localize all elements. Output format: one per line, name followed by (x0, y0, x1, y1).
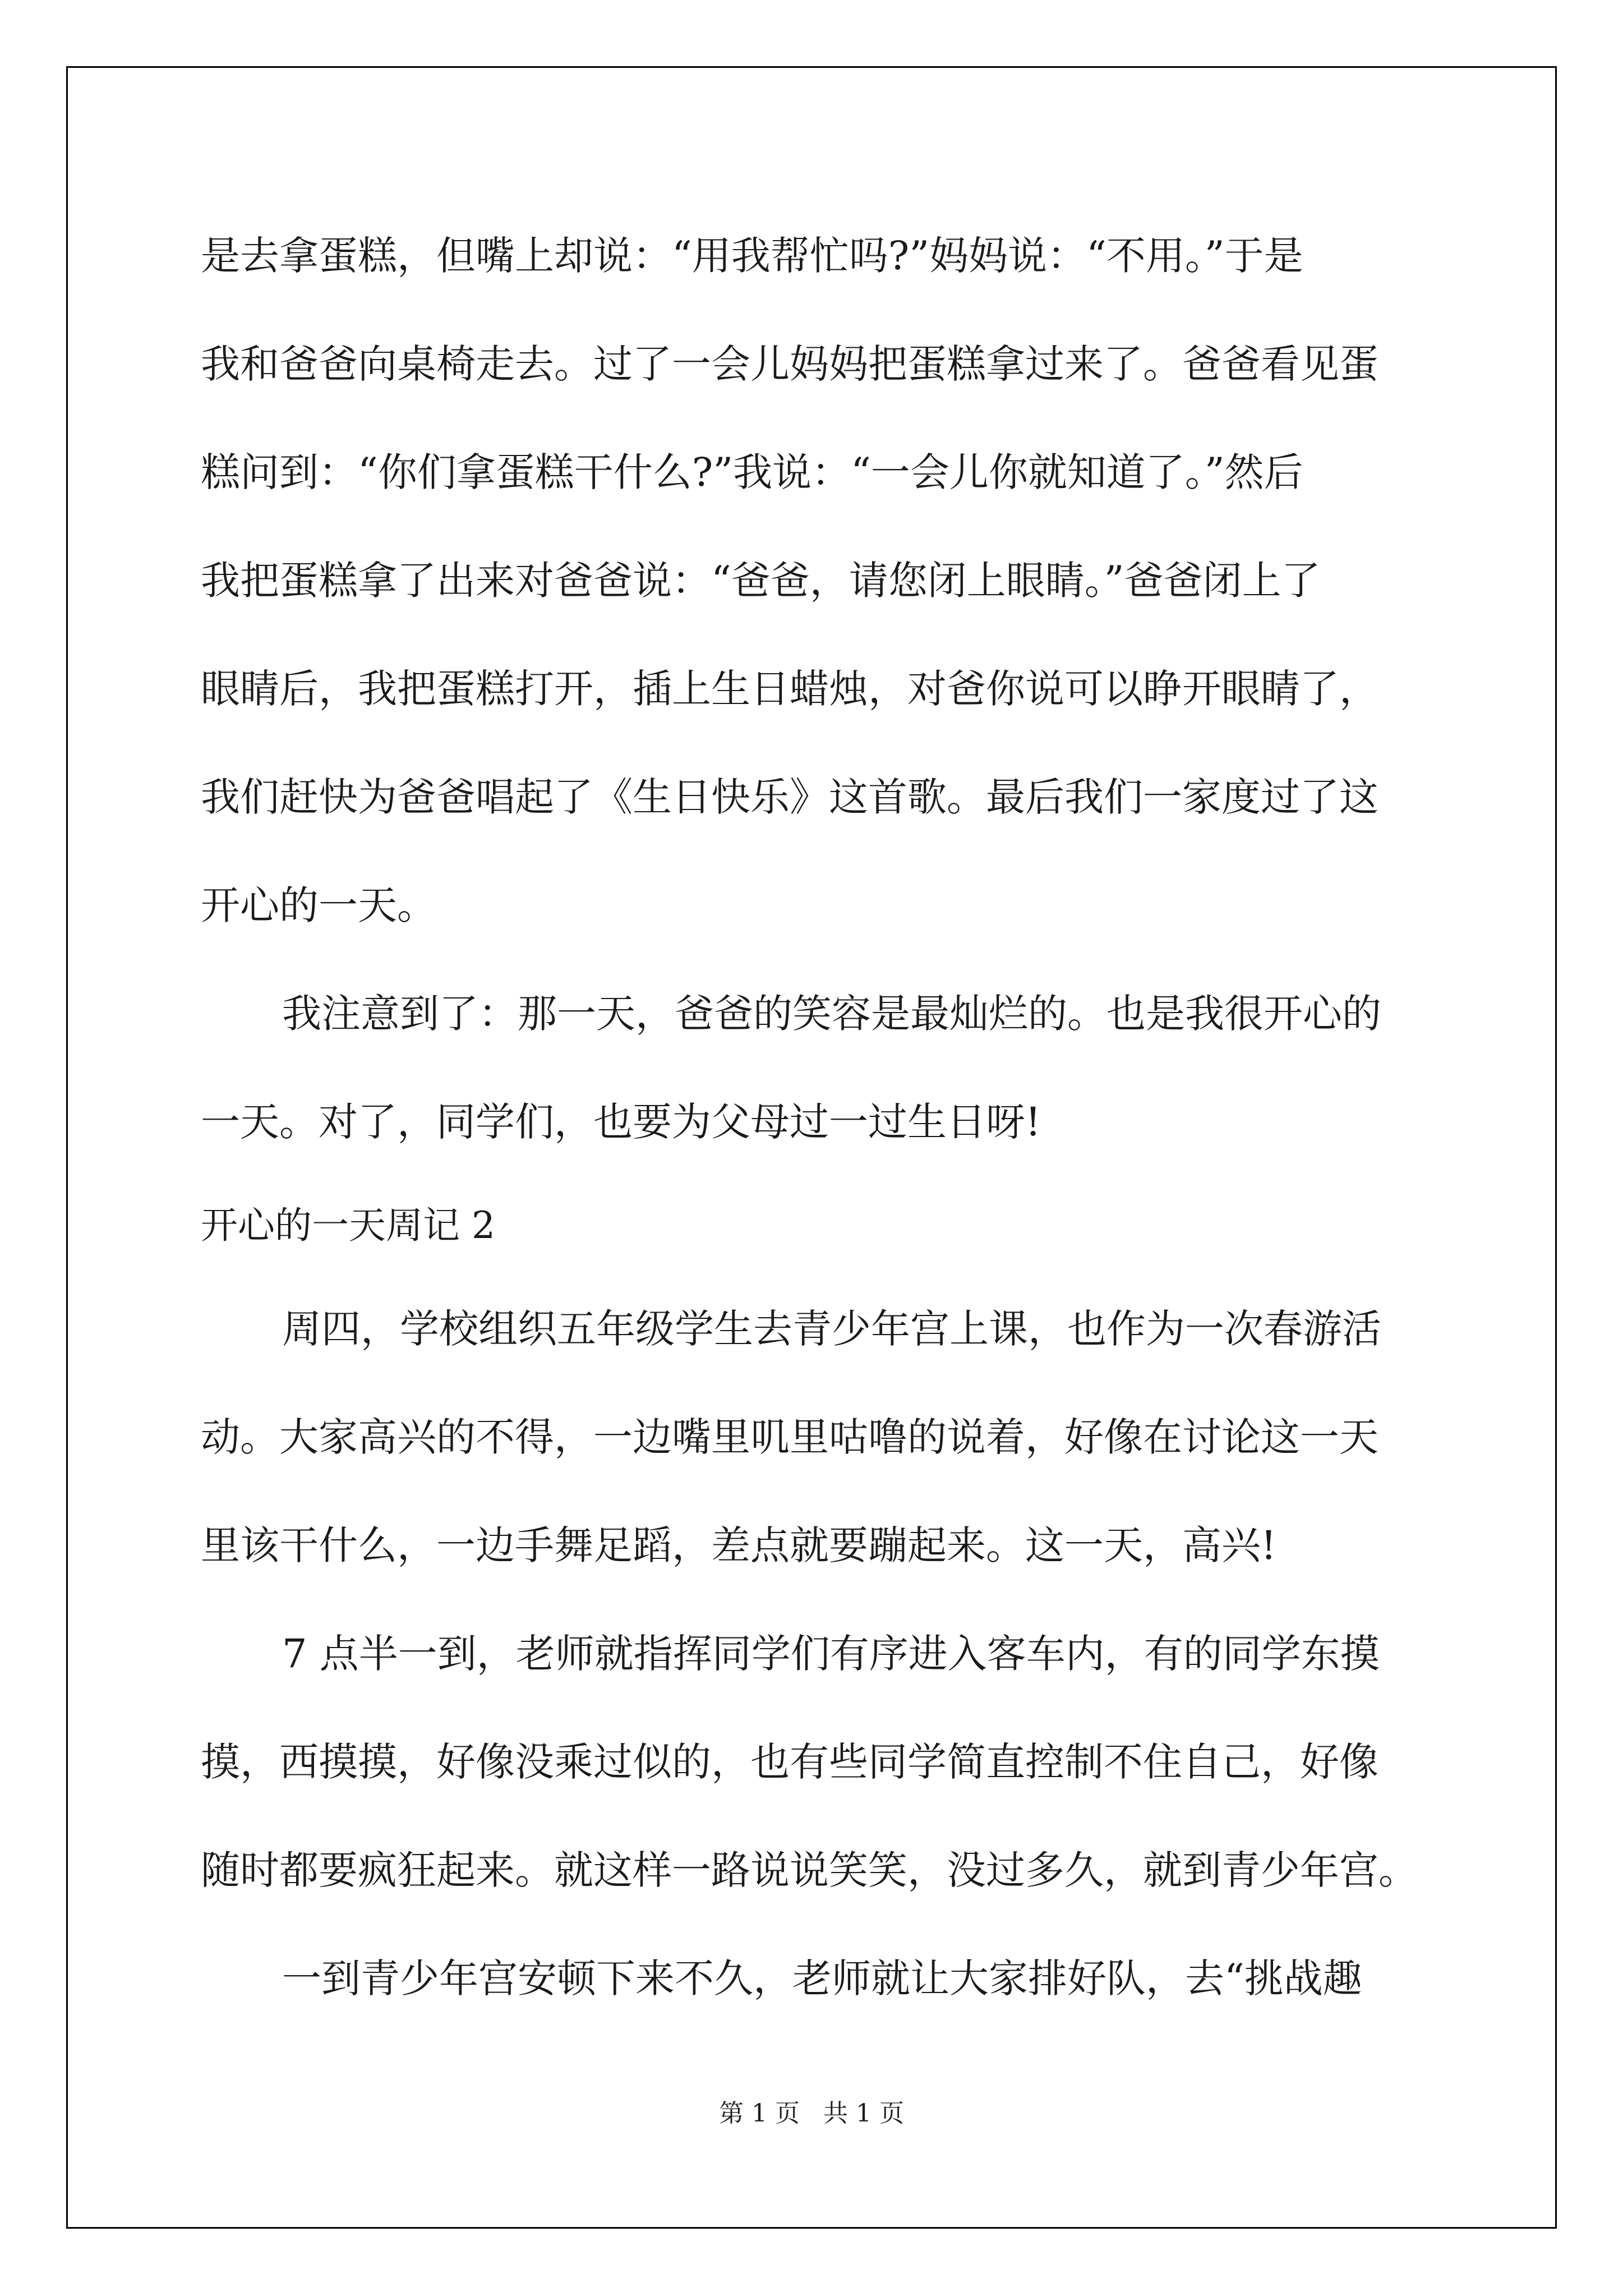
text-line: 一到青少年宫安顿下来不久，老师就让大家排好队，去“挑战趣 (282, 1955, 1362, 2001)
document-body (201, 202, 1435, 2033)
text-line: 糕问到：“你们拿蛋糕干什么?”我说：“一会儿你就知道了。”然后 (201, 449, 1303, 495)
text-line: 开心的一天。 (201, 882, 436, 928)
text-line: 我们赶快为爸爸唱起了《生日快乐》这首歌。最后我们一家度过了这 (201, 774, 1378, 820)
section-heading: 开心的一天周记 2 (201, 1204, 495, 1247)
paragraph (201, 1925, 1435, 2033)
text-line: 眼睛后，我把蛋糕打开，插上生日蜡烛，对爸你说可以睁开眼睛了， (201, 666, 1378, 712)
text-line: 我注意到了：那一天，爸爸的笑容是最灿烂的。也是我很开心的 (282, 991, 1381, 1037)
text-line: 里该干什么，一边手舞足蹈，差点就要蹦起来。这一天，高兴! (201, 1522, 1277, 1568)
page-total: 共 1 页 (823, 2099, 904, 2128)
paragraph (201, 1600, 1435, 1925)
paragraph (201, 1275, 1435, 1600)
text-line: 周四，学校组织五年级学生去青少年宫上课，也作为一次春游活 (282, 1306, 1381, 1352)
text-line: 动。大家高兴的不得，一边嘴里叽里咕噜的说着，好像在讨论这一天 (201, 1414, 1378, 1460)
paragraph (201, 960, 1435, 1176)
text-line: 随时都要疯狂起来。就这样一路说说笑笑，没过多久，就到青少年宫。 (201, 1847, 1418, 1893)
paragraph (201, 202, 1435, 960)
text-line: 是去拿蛋糕，但嘴上却说：“用我帮忙吗?”妈妈说：“不用。”于是 (201, 233, 1303, 279)
text-line: 我和爸爸向桌椅走去。过了一会儿妈妈把蛋糕拿过来了。爸爸看见蛋 (201, 341, 1378, 387)
text-line: 我把蛋糕拿了出来对爸爸说：“爸爸，请您闭上眼睛。”爸爸闭上了 (201, 558, 1321, 604)
text-line: 7 点半一到，老师就指挥同学们有序进入客车内，有的同学东摸 (282, 1631, 1380, 1677)
page-number: 第 1 页 (719, 2099, 800, 2128)
text-line: 摸，西摸摸，好像没乘过似的，也有些同学简直控制不住自己，好像 (201, 1739, 1378, 1785)
text-line: 一天。对了，同学们，也要为父母过一过生日呀! (201, 1099, 1041, 1145)
page-footer (0, 2097, 1623, 2131)
